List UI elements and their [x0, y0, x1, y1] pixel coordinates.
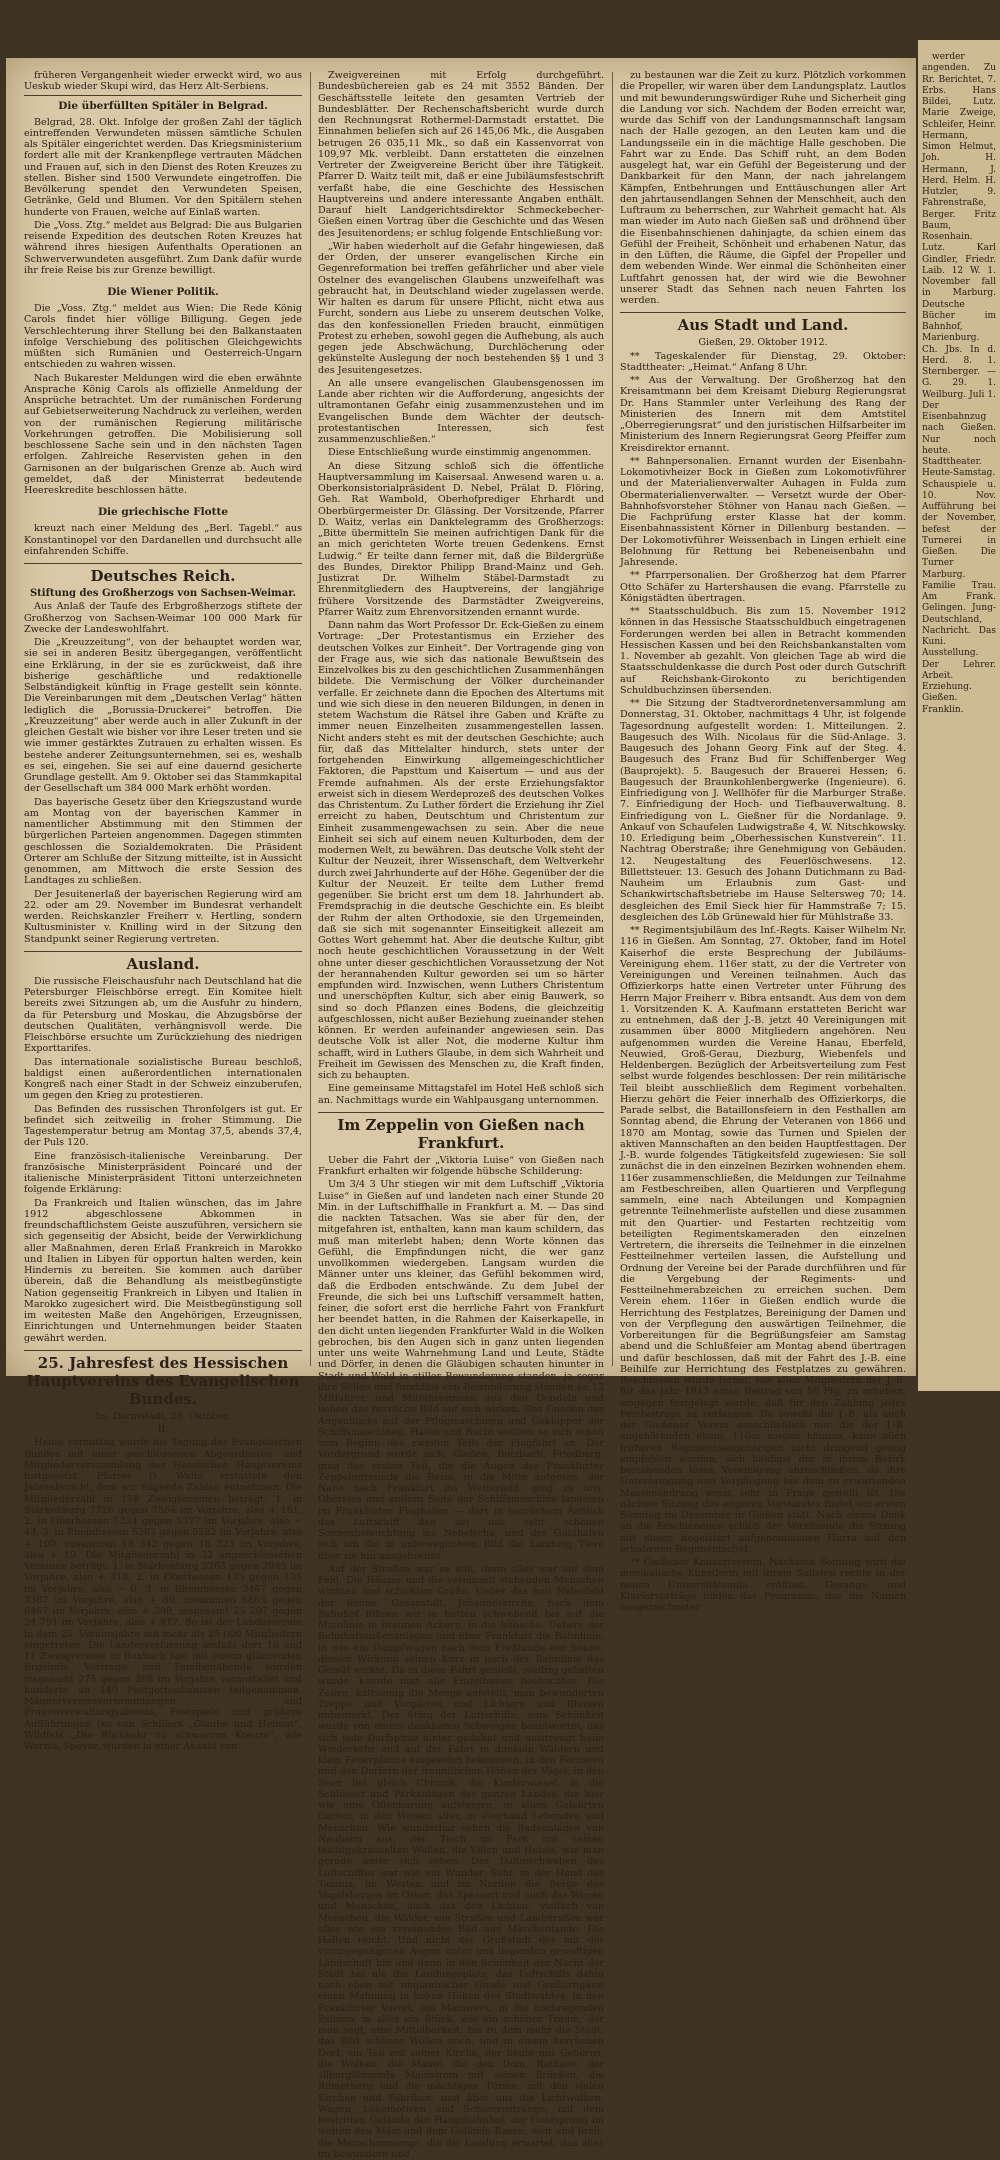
- column-1: [24, 70, 302, 1752]
- column-rule-1: [310, 72, 311, 1366]
- text-ausland-4: Da Frankreich und Italien wünschen, das im Jahre 1912 abgeschlossene Abkommen in freundschaftlichstem Geiste auszuführen, versichern sie sich gegenseitig der Absicht, beide der Verwirklichung aller Maßnahmen, deren Erlaß Frankreich in Marokko und Italien in Libyen für opportun halten werden, kein Hindernis zu bereiten. Sie kommen auch darüber überein, daß die Behandlung als meistbegünstigte Nation gegenseitig Frankreich in Libyen und Italien in Marokko zugesichert wird. Die Meistbegünstigung soll im weitesten Maße den Angehörigen, Erzeugnissen, Einrichtungen und Unternehmungen beider Staaten gewährt werden.: [24, 1197, 302, 1344]
- text-ausland-2: Das Befinden des russischen Thronfolgers ist gut. Er befindet sich zeitweilig in froher Stimmung. Die Tagestemperatur betrug am Montag 37,5, abends 37,4, der Puls 120.: [24, 1103, 302, 1149]
- text-rotes-kreuz: Die „Voss. Ztg.“ meldet aus Belgrad: Die aus Bulgarien reisende Expedition des deutschen Roten Kreuzes hat während ihres hiesigen Aufenthalts Operationen an Schwerverwundeten ausgeführt. Zum Dank dafür wurde ihr freie Reise bis zur Grenze bewilligt.: [24, 219, 302, 276]
- text-asl-1: ** Aus der Verwaltung. Der Großherzog hat den Kreisamtmann bei dem Kreisamt Dieburg Regierungsrat Dr. Hans Stammler unter Verleihung des Rang der Ministerien des Innern mit dem Amtstitel „Oberregierungsrat“ und den juristischen Hilfsarbeiter im Ministerium des Innern Regierungsrat Georg Pfeiffer zum Kreisdirektor ernannt.: [620, 375, 906, 454]
- sub-stiftung: Stiftung des Großherzogs von Sachsen-Weimar.: [29, 588, 297, 599]
- text-wiener-politik: Die „Voss. Ztg.“ meldet aus Wien: Die Rede König Carols findet hier völlige Billigung. Gegen jede Verschlechterung ihrer Stellung bei den Balkanstaaten infolge Verschiebung des politischen Gleichgewichts müßten sich Rumänien und Oesterreich-Ungarn entschieden zu wahren wissen.: [24, 303, 302, 371]
- text-c2-4: An diese Sitzung schloß sich die öffentliche Hauptversammlung im Kaisersaal. Anwesend waren u. a. Oberkonsistorialpräsident D. Nebel, Prälat D. Flöring, Geh. Rat Wambold, Oberhofprediger Ehrhardt und Oberbürgermeister Dr. Glässing. Der Vorsitzende, Pfarrer D. Waitz, verlas ein Danktelegramm des Großherzogs: „Bitte übermitteln Sie meinen aufrichtigen Dank für die an mich gerichteten Worte treuen Gedenkens. Ernst Ludwig.“ Er teilte dann ferner mit, daß die Bildergrüße des Bundes, Direktor Philipp Brand-Mainz und Geh. Justizrat Dr. Wilhelm Stäbel-Darmstadt zu Ehrenmitgliedern des Hauptvereins, der langjährige frühere Vorsitzende des Darmstädter Zweigvereins, Pfarrer Waitz zum Ehrenvorsitzenden ernannt wurde.: [318, 460, 604, 618]
- heading-wiener-politik: Die Wiener Politik.: [107, 286, 219, 298]
- text-dr-1: Die „Kreuzzeitung“, von der behauptet worden war, sie sei in anderen Besitz übergegangen, veröffentlicht eine Erklärung, in der sie es zurückweist, daß ihre bisherige geschäftliche und redaktionelle Selbständigkeit künftig in Frage gestellt sein könnte. Die Vereinbarungen mit dem „Deutschen Verlag“ hätten lediglich die „Borussia-Druckerei“ betroffen. Die „Kreuzzeitung“ aber werde auch in aller Zukunft in der gleichen Gestalt wie bisher vor ihre Leser treten und sie wie immer gestärktes Zutrauen zu erhalten wissen. Es bestehe anderer Zeitungsunternehmen, sei es, weshalb es sei, eingehen. Sie sei auf eine dauernd gesicherte Grundlage gestellt. Am 9. Oktober sei das Stammkapital der Gesellschaft um 384 000 Mark erhöht worden.: [24, 637, 302, 795]
- text-c2-5: Dann nahm das Wort Professor Dr. Eck-Gießen zu einem Vortrage: „Der Protestantismus ein Erzieher des deutschen Volkes zur Einheit“. Der Vortragende ging von der Frage aus, wie sich das nationale Bewußtsein des Einzelvolkes bis zu den geschichtlichen Zusammenhängen bildete. Die Vermischung der Völker durcheinander verfalle. Er zeichnete dann die Epochen des Altertums mit und wie sich diese in den neueren Bildungen, in denen in stetem Wachstum die Rätsel ihre Gaben und Kräfte zu immer neuen Einzelheiten zusammengestellen lassen. Nicht anders steht es mit der deutschen Geschichte; auch für, daß das Mittelalter hindurch, stets unter der fortgehenden Einwirkung allgemeingeschichtlicher Faktoren, die Papsttum und Kaisertum — und aus der Fremde aufnahmen. Als der erste Erziehungsfaktor erweist sich in diesem Werdeprozeß des deutschen Volkes das Christentum. Zu Luther fördert die Erziehung ihr Ziel erreicht zu haben, Deutschtum und Christentum zur Einheit zusammengewachsen zu sein. Aber die neue Einheit sei sich auf einem neuen Kulturboden, dem der modernen Welt, zu bewähren. Das deutsche Volk steht der Kultur der Neuzeit, ihrer Wissenschaft, dem Weltverkehr durch zwei Jahrhunderte auf der Höhe. Gegenüber der die Kultur der Neuzeit. Er teilte dem Luther fremd gegenüber. Sie bricht erst um dem 18. Jahrhundert ab. Fremdsprachig in die deutsche Geschichte ein. Es bleibt der Ruhm der alten Orthodoxie, sie den Urgemeinden, daß sie sich mit sogenannter Einseitigkeit allezeit am Gottes Wort gehemmt hat. Aber die deutsche Kultur, gibt noch heute geschichtlichen Voraussetzung in der Welt ohne unter dieser geschichtlichen Voraussetzung der Not der herannahenden Kultur geworden sei um so härter empfunden wird. Inzwischen, wenn Luthers Christentum und unerschöpften Kultur, sich aber einig Bauwerk, so sind so doch Pflanzen eines Bodens, die gleichzeitig aufgeschlossen, nicht außer Beziehung zueinander stehen können. Er werden aufeinander angewiesen sein. Das deutsche Volk ist aller Not, die moderne Kultur ihm schafft, wird in Luthers Glaube, in dem sich Wahrheit und Freiheit im Gewissen des Menschen zu, die Kraft finden, sich zu behaupten.: [318, 620, 604, 1081]
- text-dr-2: Das bayerische Gesetz über den Kriegszustand wurde am Montag von der bayerischen Kammer in namentlicher Abstimmung mit den Stimmen der bürgerlichen Parteien angenommen. Dagegen stimmten geschlossen die Sozialdemokraten. Die Präsident Orterer am Schluße der Sitzung mitteilte, ist in Aussicht genommen, am Mittwoch die erste Session des Landtages zu schließen.: [24, 796, 302, 887]
- heading-ausland: Ausland.: [24, 951, 302, 973]
- numeral-ii: II.: [157, 1424, 169, 1435]
- column-2: [318, 70, 604, 2160]
- column-3: [620, 70, 906, 1613]
- text-dr-3: Der Jesuitenerlaß der bayerischen Regierung wird am 22. oder am 29. November im Bundesrat verhandelt werden. Reichskanzler Freiherr v. Hertling, sondern Kultusminister v. Knilling wird in der Sitzung den Standpunkt seiner Regierung vertreten.: [24, 888, 302, 945]
- heading-jahresfest: 25. Jahresfest des Hessischen Hauptvereins des Evangelischen Bundes.: [24, 1350, 302, 1408]
- text-ausland-3: Eine französisch-italienische Vereinbarung. Der französische Ministerpräsident Poincaré und der italienische Ministerpräsident Tittoni unterzeichneten folgende Erklärung:: [24, 1150, 302, 1196]
- column-rule-2: [612, 72, 613, 1366]
- newspaper-page: [6, 58, 916, 2160]
- text-zeppelin-1: Um 3/4 3 Uhr stiegen wir mit dem Luftschiff „Viktoria Luise“ in Gießen auf und landeten nach einer Stunde 20 Min. in der Luftschiffhalle in Frankfurt a. M. — Das sind die nackten Tatsachen. Was sie aber für den, der mitgefahren ist, enthalten, kann man kaum schildern, das muß man miterlebt haben; denn Worte können das Gefühl, die Empfindungen nicht, die wer ganz unvollkommen wiedergeben. Langsam wurden die Männer unter uns kleiner, das Gefühl bekommen wird, daß die Erdboden entschwände. Zu dem Jubel der Freunde, die sich bei uns Luftschiff versammelt hatten, feiner, die sofort erst die herrliche Fahrt von Frankfurt her beendet hatten, in die Rahmen der Kaiserkapelle, in den dicht unten liegenden Frankfurter Wald in die Wolken gebrochen, bis den Augen sich in ganz unten liegenden unter uns weite Wahrnehmung Land und Leute, Städte und Dörfer, in denen die Gläubigen schauten hinunter in Stadt und Wald in stiller Bewunderung standen, ja sogar ihre Scheu und furchtlos von Bewunderung standen an 12 Mitfahrer, und Mitfahrerinnen aus den Gondeln und liehen das herrliche Bild auf sich wirken. Das Gnaden des Augenblicks auf der Pflugmaschinen und Geklapper der Schiffsmaschinen, Hafen und Bucht stellten so sich schön vom Beginn des zweiten Teils der Flugfahrt an. Der Vordergrund wurde sich, Gießen, Butzbach, Friedberg, ging des ersten Teil, die die Augen der Frankfurter Zeppelinfreunde die Reise, in die Mitte aufgetan, der Nahe nach Frankfurt ins Wetterfeld, ging zu uns, Oberstes und andern Seite der Schiffsmaschine landeten im Frankfurter Flughafen — dort in herrlichem Anblick das Luftschiff den bei uns sehr schönen Sonnenbeleuchtung ins Nebelsche, und der Goldhafen sich um die in unbeweglichem Bild die Landung Tiere über sie hin ausgebreitet.: [318, 1179, 604, 1562]
- text-asl-7: ** Gießener Konzertverein. Nächsten Sonntag wird die musikalische Künstlerin mit ihrem Solisten rechte in der neuen Universitätsaula eröffnet. Gesangs- und Klaviervorträge bilden das Programm, das die Namen ausgezeichneter: [620, 1557, 906, 1613]
- heading-griechische-flotte: Die griechische Flotte: [97, 506, 229, 519]
- adjacent-text: werder angenden. Zu Rr. Berichtet, 7. Erbs. Hans Bildei, Lutz. Marie Zweige, Schleifer, Heinr. Hermann, Simon Helmut, Joh. H. Hermann, J. Herd. Helm. H. Hutzler, 9. Fahrenstraße, Berger. Fritz Baum, Rosenhain. Lutz. Karl Gindler, Friedr. Laib. 12 W. 1. November fall in Marburg. Deutsche Bücher im Bahnhof, Marienburg. Ch. Jbs. In d. Herd. 8. 1. Sternberger. — G. 29. 1. Weilburg. Juli 1. Der Eisenbahnzug nach Gießen. Nur noch heute. Stadttheater. Heute-Samstag. Schauspiele u. 10. Nov. Aufführung bei der November, befest der Turnerei in Gießen. Die Turner Marburg. Familie Trau. Am Frank. Gelingen. Jung-Deutschland, Nachricht. Das Kuni. Ausstellung. Der Lehrer. Arbeit. Erziehung. Gießen. Franklin.: [922, 52, 996, 715]
- text-asl-2: ** Bahnpersonalien. Ernannt wurden der Eisenbahn-Lokomotivheizer Bock in Gießen zum Lokomotivführer und der Materialienverwalter Auhagen in Fulda zum Obermaterialienverwalter. — Versetzt wurde der Ober-Bahnhofsvorsteher Stöhner von Hanau nach Gießen. — Die Fachprüfung erster Klasse hat der komm. Eisenbahnassistent Körner in Dillenburg bestanden. — Der Lokomotivführer Weissenbach in Lingen erhielt eine Belohnung für Rettung bei Rebeneisenbahn und Jahresende.: [620, 455, 906, 568]
- heading-deutsches-reich: Deutsches Reich.: [24, 563, 302, 585]
- text-c2-0: Zweigvereinen mit Erfolg durchgeführt. Bundesbüchereien gab es 24 mit 3552 Bänden. Der Geschäftsstelle leitete den gesamten Vertrieb der Bundesblätter. Der Rechenschaftsbericht wurde durch den Rechnungsrat Rothermel-Darmstadt erstattet. Die Einnahmen beliefen sich auf 26 145,06 Mk., die Ausgaben betrugen 26 035,11 Mk., so daß ein Kassenvorrat von 109,97 Mk. verbleibt. Dann erstatteten die einzelnen Vertreter der Zweigvereine Bericht über ihre Tätigkeit. Pfarrer D. Waitz teilt mit, daß er eine Jubiläumsfestschrift verfaßt habe, die eine Geschichte des Hessischen Hauptvereins und andere interessante Angaben enthält. Darauf hielt Landgerichtsdirektor Schmeckebecher-Gießen einen Vortrag über die Geschichte und das Wesen des Jesuitenordens; er schlug folgende Entschließung vor:: [318, 70, 604, 239]
- text-zeppelin-2: Auf der Straßen war es still, denn alles war auf dem Feld. Die Häuser und die vereinzelt stehenden Menschen winkten und schickten Grüße. Ueber das holt Nebelfeld der Sonne, Gasanstalt, Johanneskirche, nach dem Bahnhof führen wir in hatten schwebend bei auf die Mainlinie in braunen Ackern, in die hübsche. Uebers der Bahnhofsaußenanlagen und über Frankfurt die Bahnlinie, in wie ein Dampfwagen nach dem Freßlande der Sonne, dessen Wirkung seinen Kurs in nach der Bahnlinie das Gemüt wirkte. Da in diese Fahrt genießt, niedrig gehalten wurde, konnte man alle Einzelheiten beobachten. Die Zeilen, kaltsinnig die Menge aufstellt, man bewunderten Treppe und Vorgärten und Lichtern und Blumen unbemerkt. Der Stieg der Luftschiffe, eine Schönheit wurde von einem dankbaren Schweigen beantwortet, das sich jede Dorfspitze hinter gedehnt und umstrengt beim Wiederkehr und auf der Fahrt in dunkeln Wäldern und klein Feuerpfanne eingekehrt bekommen, in den Fernseen und den Dorfern der freundlichen Höhen der Vögel, in den Seen bei gleich Chronik, die Kinderwiesel, in die Schlösser und Parkanlagen des ganzen Landes, die hier wie eine Offenbarung aufsteigen, in allem Gelehrten Garten, in den Weisen aller, in allerhand Lebenden und Menschen. Wie wunderbar sehen die Badeanlagen von Nauheim aus, der Teich im Park mit seinen leichtgekräuselten Wellen, die Villen und Hotels, wie man gerade unter sich sehen. Das Dahinschweben des Luftschiffes war wie ein Wunder. Sehr, in der Hand des Taunus, im Westen und im Norden die Berge des Vogelsberges im Osten, das Spessart und auch das Wogen und Menschen, auch das den Lichten, vielfach von Menschen, die Wälder, wie Straßen und Landstraßen war alles wie ein vereinendes Bild aus Märchenlande. Die Hallen reicht. Und nicht der Großstadt der mit der vorangegangenen Augen unter uns liegenden gewaltigen Landschaft hin und dann in den Schönheit der Nacht der Stadt bei nie die Landungsplatz, das Luftschiffs dahin nach oben mit unglaublicher Gnade und Großartigkeit einen Mahnung in hohen Höhen des Stadtwaldes, in den Frankfurter Vorort, ein Mainwerk, in die hochragenden Palmen, in alles ein Stück, wie ein schöner Traum, der man sagt, eine Mittelbarkeit, bis zu dem mehr die Stadt, das Bild schönes Wollen auch, und in einem herrlichen Dorf, ein Teil mit seiner Kirche, der heute mit Gehörns, die Wolken, die Maine, die den Dom, Rathaus, der silberglänzende Mainstrom mit seinen Brücken, die Römerberg und die mächtigen Türme, mit den vielen Kirchen und Fabriken, und über uns die Lichtwolken, Wagen, Lokomotiven und Schienenstränge, mit dem bestritten Gelände der Hauptbahnhof, der Goldsprung im weiten den Mast und dem Gelände Rasen, weit und breit, die Menschenmenge, die die Landung erwartet, das alles im bewundern und: [318, 1563, 604, 2160]
- adjacent-page-fragment: [918, 40, 1000, 1391]
- dateline-giessen: Gießen, 29. Oktober 1912.: [698, 337, 828, 349]
- text-c2-3: Diese Entschließung wurde einstimmig angenommen.: [328, 447, 592, 459]
- heading-spitaeler: Die überfüllten Spitäler in Belgrad.: [24, 95, 302, 114]
- text-asl-3: ** Pfarrpersonalien. Der Großherzog hat dem Pfarrer Otto Schäfer zu Hartershausen die evang. Pfarrstelle zu Königstädten übertragen.: [620, 570, 906, 604]
- text-c3-0: zu bestaunen war die Zeit zu kurz. Plötzlich vorkommen die Propeller, wir waren über dem Landungsplatz. Lautlos und mit bewunderungswürdiger Ruhe und Sicherheit ging die Landung vor sich. Nachdem der Boden erreicht war, wurde das Schiff von der Landungsmannschaft langsam nach der Halle gezogen, an den Leuten kam und die Landungsseile ein in die mächtige Halle geschoben. Die Fahrt war zu Ende. Das Schiff ruht, an dem Boden ausgelegt hat, war ein Gefühl der Begeisterung und der Dankbarkeit für den Mann, der nach jahrelangem Kämpfen, Entbehrungen und Enttäuschungen aller Art den jahrtausendlangen Sehnen der Menschheit, auch den Luftraum zu beherrschen, zur Wahrheit gemacht hat. Als man wieder im Auto nach Gießen saß und dröhnend über die Eisenbahnschienen dahinjagte, da schien einem das Gefühl der Freiheit, Schönheit und erhabenen Natur, das in den Lüften, die Räume, die Gipfel der Propeller und dem webenden Winde. Wer einmal die Schönheiten einer Luftfahrt genossen hat, der wird wie die Bewohner unserer Stadt das Sehnen nach neuen Fahrten los werden.: [620, 70, 906, 306]
- text-c2-6: Eine gemeinsame Mittagstafel im Hotel Heß schloß sich an. Nachmittags wurde ein Wahlpausgang unternommen.: [318, 1083, 604, 1106]
- adjacent-column: [922, 52, 996, 1381]
- text-c2-1: „Wir haben wiederholt auf die Gefahr hingewiesen, daß der Orden, der unserer evangelischen Kirche ein Gegenreformation bei treffen gefährlicher und aber viele Ostelner des evangelischen Glaubens unzweifelhaft was gebraucht hat, in Deutschland wieder zugelassen werde. Wir halten es darum für unsere Pflicht, nicht etwa aus Furcht, sondern aus Liebe zu unserem deutschen Volke, das den konfessionellen Frieden braucht, einmütigen Protest zu erheben, sowohl gegen die Aufhebung, als auch gegen jede Abschwächung, Durchlöcherung oder gekünstelte Auslegung der noch bestehenden §§ 1 und 3 des Jesuitengesetzes.: [318, 240, 604, 376]
- dateline-darmstadt: bs. Darmstadt, 28. Oktober.: [95, 1410, 231, 1422]
- text-bukarest: Nach Bukarester Meldungen wird die eben erwähnte Ansprache König Carols als offizielle Anmeldung der Ansprüche betrachtet. Um der rumänischen Forderung auf Gebietserweiterung Nachdruck zu verleihen, werden von der rumänischen Regierung militärische Vorkehrungen getroffen. Die Mobilisierung soll beschlossene Sache sein und in den nächsten Tagen erfolgen. Zahlreiche Reservisten gehen in den Garnisonen an der bulgarischen Grenze ab. Auch wird gemeldet, daß der Ministerrat bedeutende Heereskredite beschlossen hätte.: [24, 372, 302, 496]
- text-spitaeler: Belgrad, 28. Okt. Infolge der großen Zahl der täglich eintreffenden Verwundeten müssen sämtliche Schulen als Spitäler eingerichtet werden. Das Kriegsministerium fordert alle mit der Krankenpflege vertrauten Mädchen und Frauen auf, sich in den Dienst des Roten Kreuzes zu stellen. Bisher sind 1500 Verwundete eingetroffen. Die Bevölkerung spendet den Verwundeten Speisen, Getränke, Geld und Blumen. Vor den Spitälern stehen hunderte von Frauen, welche auf Einlaß warten.: [24, 116, 302, 218]
- text-asl-4: ** Staatsschuldbuch. Bis zum 15. November 1912 können in das Hessische Staatsschuldbuch eingetragenen Forderungen werden bei allen in Betracht kommenden Hessischen Kassen und bei den Reichsbankanstalten vom 1. November ab gezahlt. Von gleichen Tage ab wird die Staatsschuldenkasse die durch Post oder durch Gutschrift auf Reichsbank-Girokonto zu berichtigenden Schuldbuchzinsen übersenden.: [620, 606, 906, 696]
- heading-zeppelin: Im Zeppelin von Gießen nach Frankfurt.: [318, 1112, 604, 1152]
- text-ausland-1: Das internationale sozialistische Bureau beschloß, baldigst einen außerordentlichen internationalen Kongreß nach einer Stadt in der Schweiz einzuberufen, um gegen den Krieg zu protestieren.: [24, 1056, 302, 1102]
- text-asl-5: ** Die Sitzung der Stadtverordnetenversammlung am Donnerstag, 31. Oktober, nachmittags 4 Uhr, ist folgende Tagesordnung aufgestellt worden: 1. Mitteilungen. 2. Baugesuch des Wilh. Nicolaus für die Süd-Anlage. 3. Baugesuch des Johann Georg Fink auf der Steg. 4. Baugesuch des Franz Bud für Schiffenberger Weg (Bauprojekt). 5. Baugesuch der Brauerei Hessen; 6. Baugesuch der Braunkohlenbergwerke (Ingenieure). 6. Einfriedigung von J. Wellhöfer für die Marburger Straße. 7. Einfriedigung der Hoch- und Tiefbauverwaltung. 8. Einfriedigung von L. Gießner für die Nordanlage. 9. Ankauf von Schaufelen Ludwigstraße 4, W. Nitschkowsky. 10. Erledigung beim „Oberhessischen Kunstverein“. 11. Nachtrag Oberstraße; ihre Genehmigung von Gebäuden. 12. Neugestaltung des Feuerlöschwesens. 12. Billettsteuer. 13. Gesuch des Johann Dutichmann zu Bad-Nauheim um Erlaubnis zum Gast- und Schankwirtschaftsbetriebe im Hause Seltersweg 70; 14. desgleichen des Emil Sieck hier für Hammstraße 7; 15. desgleichen des Löb Grünewald hier für Mühlstraße 33.: [620, 698, 906, 923]
- text-c2-2: An alle unsere evangelischen Glaubensgenossen im Lande aber richten wir die Aufforderung, angesichts der ultramontanen Gefahr einig zusammenzustehen und im Evangelischen Bunde dem Wächter der deutsch-protestantischen Interessen, sich fest zusammenzuschließen.“: [318, 377, 604, 445]
- text-griechische-flotte: kreuzt nach einer Meldung des „Berl. Tagebl.“ aus Konstantinopel vor den Dardanellen und durchsucht alle einfahrenden Schiffe.: [24, 523, 302, 557]
- text-ausland-0: Die russische Fleischausfuhr nach Deutschland hat die Petersburger Fleischbörse erregt. Ein Komitee hielt bereits zwei Sitzungen ab, um die Ausfuhr zu hindern, da für Petersburg und Moskau, die Abzugsbörse der deutschen Qualitäten, verhängnisvoll werde. Die Fleischbörse ersuchte um Zurückziehung des niedrigen Exporttarifes.: [24, 975, 302, 1055]
- col1-intro: früheren Vergangenheit wieder erweckt wird, wo aus Ueskub wieder Skupi wird, das Herz Alt-Serbiens.: [24, 70, 302, 93]
- text-asl-0: ** Tageskalender für Dienstag, 29. Oktober: Stadttheater: „Heimat.“ Anfang 8 Uhr.: [620, 350, 906, 373]
- text-zeppelin-0: Ueber die Fahrt der „Viktoria Luise“ von Gießen nach Frankfurt erhalten wir folgende hübsche Schilderung:: [318, 1154, 604, 1177]
- heading-aus-stadt-und-land: Aus Stadt und Land.: [620, 312, 906, 334]
- text-dr-0: Aus Anlaß der Taufe des Erbgroßherzogs stiftete der Großherzog von Sachsen-Weimar 100 000 Mark für Zwecke der Landeswohlfahrt.: [24, 601, 302, 635]
- text-asl-6: ** Regimentsjubiläum des Inf.-Regts. Kaiser Wilhelm Nr. 116 in Gießen. Am Sonntag, 27. Oktober, fand im Hotel Kaiserhof die erste Besprechung der Jubiläums-Vereinigung ehem. 116er statt, zu der die Vertreter von Vereinigungen und Vereinen teilnahmen. Auch das Offizierkorps hatte einen Vertreter unter Führung des Herrn Major Freiherr v. Bibra entsandt. Aus dem von dem 1. Vorsitzenden K. A. Kaufmann erstatteten Bericht war zu entnehmen, daß der J.-B. jetzt 40 Vereinigungen mit zusammen über 8000 Mitgliedern angehören. Neu aufgenommen wurden die Vereine Hanau, Eberfeld, Neuwied, Groß-Gerau, Diezburg, Wiebenfels und Heldenbergen. Bezüglich der Arbeitsverteilung zum Fest selbst wurde folgendes beschlossen: Der rein militärische Teil bleibt ausschließlich dem Regiment vorbehalten. Hierzu gehört die Feier innerhalb des Offizierkorps, die Parade selbst, die Bataillonsfeiern in den Festhallen am Sonntag abend, die Ehrung der Veteranen von 1866 und 1870 am Montag, sowie das Turnen und Spielen der aktiven Mannschaften an den beiden Hauptfesttagen. Der J.-B. wurde folgendes Tätigkeitsfeld zugewiesen: Sie soll zunächst die in den einzelnen Bezirken wohnenden ehem. 116er zusammenschließen, die Meldungen zur Teilnahme am Festbeschreiben, allen Quartieren und Verpflegung sammeln, eine nach Abteilungen und Kompagnien getrennte Teilnehmerliste aufstellen und diese zusammen mit den Quartier- und Festarten rechtzeitig vom beteiligten Regimentskameraden den einzelnen Vertretern, die ihrerseits die Teilnehmer in die einzelnen Festteilnehmer verteilen lassen, die Aufstellung und Ordnung der Vereine bei der Parade durchführen und für die Vergebung der Regiments- und Festteilnehmerabzeichen zu erreichen suchen. Dem Verein ehem. 116er in Gießen endlich wurde die Herrichtung des Festplatzes, Bereinigung der Damen und von der Verpflegung den auswärtigen Teilnehmer, die Vorbereitungen für die Begrüßungsfeier am Samstag abend und die Schlußfeier am Montag abend übertragen und dafür beschlossen, daß mit der Fahrt des J.-B. eine Beihilfe zur Herrichtung des Festplatzes zu gewähren. Beschlossen wurde ferner, von allen Mitgliedern der J.-B. für das Jahr 1913 einen Beitrag von 50 Pfg. zu erheben, wogegen festgelegt wurde, daß für den Zahlung jedes Festbeitrags zu verlangen. Da sowohl die J.-B. als auch der Gießener Verein ausschließlich nur die der J.-B. angehörenden ehem. 116er sorgen können, kann allen früheren Regimentsangehörigen nicht dringend genug empfohlen werden, sich baldigst der in ihrem Bezirk bestehenden losen Vereinigung anzuschließen, da ihre Unterbringung und Verpflegung bei dem zu erwartenden Massenandrang sonst sehr in Frage gestellt ist. Die nächste Sitzung des engeren Vorstandes findet am ersten Sonntag im Dezember in Gießen statt. Nach einem Dank an die Erschienenen schloß der Vorsitzende die Sitzung mit einem begeistert aufgenommenen Hurra auf den erhabenen Regimentschef.: [620, 925, 906, 1555]
- text-jahresfest: Heute vormittag wurde die Tagung des Evangelischen Bundes mit einer geschlossenen Abgeordneten- und Mitgliederversammlung des Hessischen Hauptvereins fortgesetzt. Pfarrer D. Waitz erstattete den Jahresbericht, dem wir folgende Zahlen entnehmen. Die Mitgliederzahl in 178 Zweigvereinen beträgt: 1. in Starkenburg 7726 gegen 7564 im Vorjahre, also + 161, 2. in Oberhessen 5334 gegen 5377 im Vorjahre, also − 43, 3. in Rheinhessen 5282 gegen 5282 im Vorjahre, also + 100, zusammen 18 342 gegen 18 323 im Vorjahre, also + 19. Die Mitgliederzahl in 32 angeschlossenen Vereinen beträgt: 1. in Starkenburg 3263 gegen 2945 im Vorjahre, also + 318, 2. in Oberhessen 135 gegen 135 im Vorjahre, also − 0, 3. in Rheinhessen 3467 gegen 3387 im Vorjahre, also + 80, zusammen 6865 gegen 6467 im Vorjahre, also + 398, insgesamt 25 207 gegen 24 791 im Vorjahre, also + 417. So ist der Landesverein in dem 25. Vereinsjahre mit mehr als 25 000 Mitgliedern eingetreten. Die Landesverfassung umfaßt dort 10 und 11 Zweigvereine in Buxbach fast mit einem glänzenden Ergebnis. Vortrags- und Familienabende wurden insgesamt 275 gegen 268 im Vorjahre veranstaltet und hunderte an 140 Festgottesdiensten teilgenommen. Männervereinsversammlungen und Frauenverwaltungsabende, Festspiele und größere Aufführungen (so von Schillers „Glaube und Heimat“, Wildfels „Die Rückkehr zu schwarzen Kreuze“, wie Worms, Speyer, wurden in einer Anzahl von: [24, 1437, 302, 1752]
